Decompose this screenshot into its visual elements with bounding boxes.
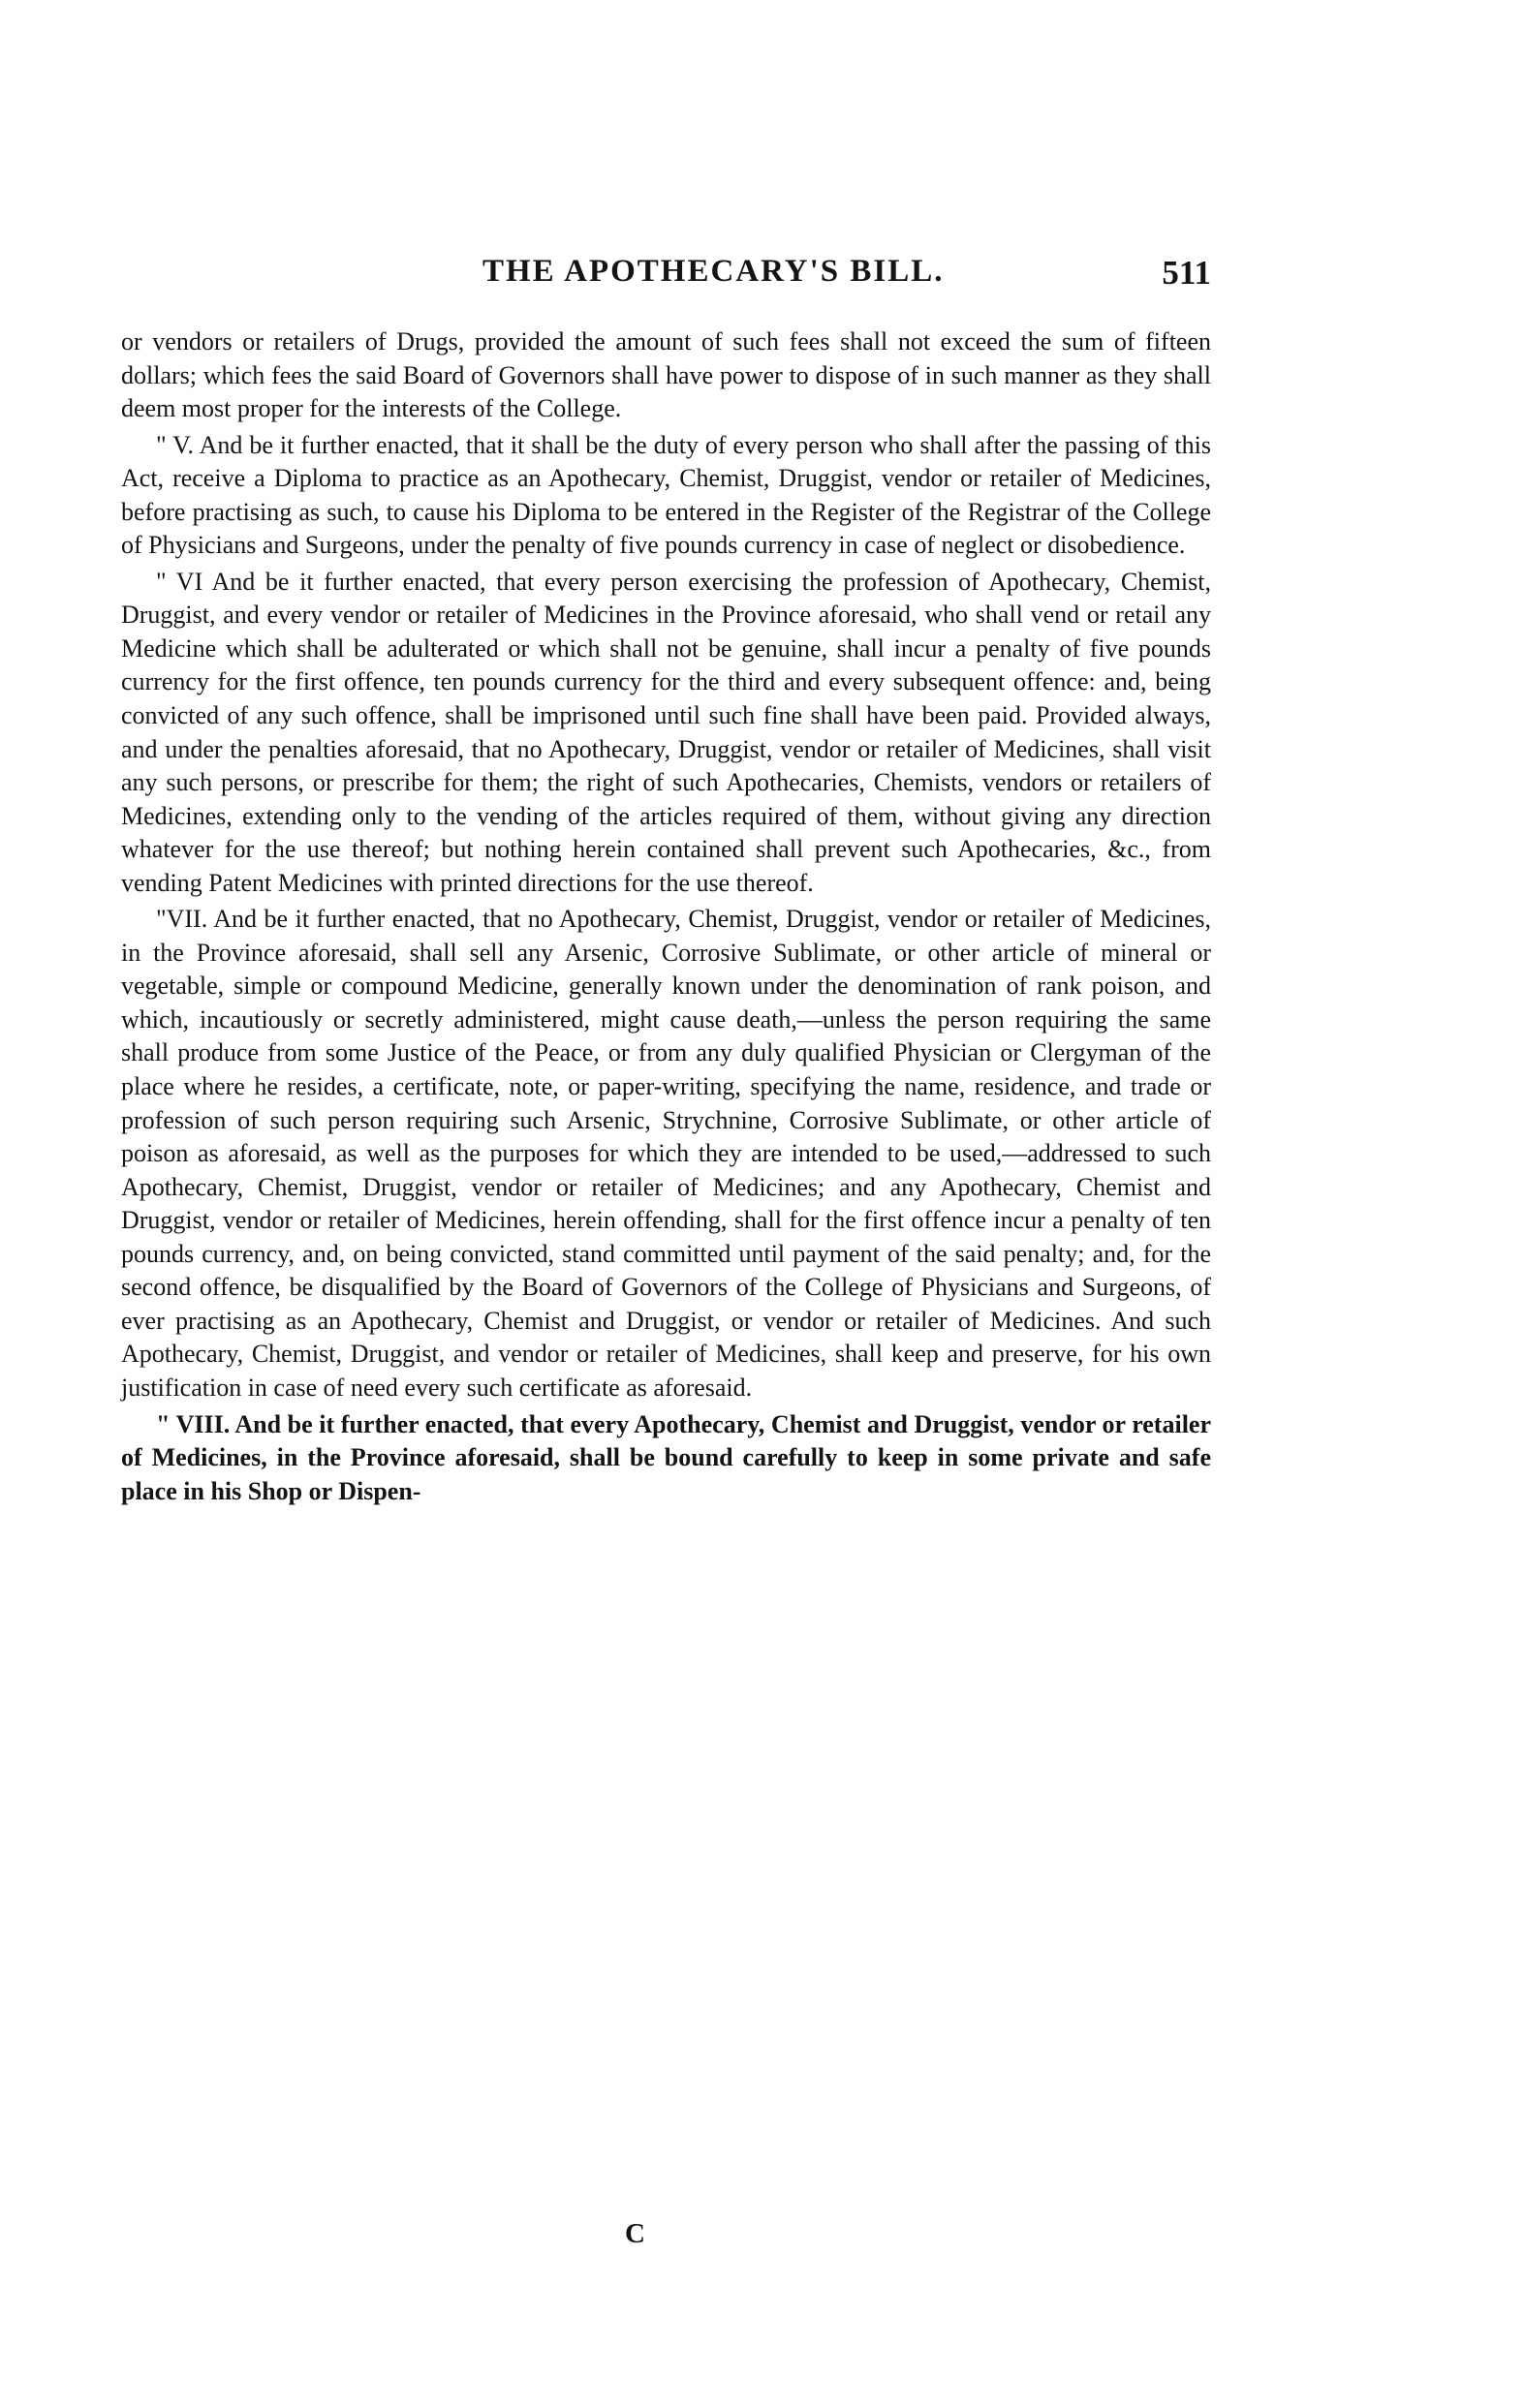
- paragraph-section-vii: "VII. And be it further enacted, that no Apothecary, Chemist, Druggist, vendor or retailer of Medicines, in the Province aforesaid, shall sell any Arsenic, Corrosive Sublimate, or other article of mineral or vegetable, simple or compound Medicine, generally known under the denomination of rank poison, and which, incautiously or secretly administered, might cause death,—unless the person requiring the same shall produce from some Justice of the Peace, or from any duly qualified Physician or Clergyman of the place where he resides, a certificate, note, or paper-writing, specifying the name, residence, and trade or profession of such person requiring such Arsenic, Strychnine, Corrosive Sublimate, or other article of poison as aforesaid, as well as the purposes for which they are intended to be used,—addressed to such Apothecary, Chemist, Druggist, vendor or retailer of Medicines; and any Apothecary, Chemist and Druggist, vendor or retailer of Medicines, herein offending, shall for the first offence incur a penalty of ten pounds currency, and, on being convicted, stand committed until payment of the said penalty; and, for the second offence, be disqualified by the Board of Governors of the College of Physicians and Surgeons, of ever practising as an Apothecary, Chemist and Druggist, or vendor or retailer of Medicines. And such Apothecary, Chemist, Druggist, and vendor or retailer of Medicines, shall keep and preserve, for his own justification in case of need every such certificate as aforesaid.: [121, 905, 1211, 1402]
- paragraph-section-v: " V. And be it further enacted, that it shall be the duty of every person who shall after the passing of this Act, receive a Diploma to practice as an Apothecary, Chemist, Druggist, vendor or retailer of Medicines, before practising as such, to cause his Diploma to be entered in the Register of the Registrar of the College of Physicians and Surgeons, under the penalty of five pounds currency in case of neglect or disobedience.: [121, 430, 1211, 560]
- body-text: [121, 325, 1211, 1511]
- running-head-title: THE APOTHECARY'S BILL.: [482, 254, 945, 289]
- page-number: 511: [1162, 254, 1211, 292]
- signature-mark: C: [625, 2218, 645, 2249]
- paragraph-continuation: or vendors or retailers of Drugs, provided the amount of such fees shall not exceed the sum of fifteen dollars; which fees the said Board of Governors shall have power to dispose of in such manner as they shall deem most proper for the interests of the College.: [121, 327, 1211, 423]
- paragraph-section-viii: " VIII. And be it further enacted, that every Apothecary, Chemist and Druggist, vendor or retailer of Medicines, in the Province aforesaid, shall be bound carefully to keep in some private and safe place in his Shop or Dispen-: [121, 1409, 1211, 1505]
- running-head: [121, 254, 1211, 304]
- paragraph-section-vi: " VI And be it further enacted, that every person exercising the profession of Apothecary, Chemist, Druggist, and every vendor or retailer of Medicines in the Province aforesaid, who shall vend or retail any Medicine which shall be adulterated or which shall not be genuine, shall incur a penalty of five pounds currency for the first offence, ten pounds currency for the third and every subsequent offence: and, being convicted of any such offence, shall be imprisoned until such fine shall have been paid. Provided always, and under the penalties aforesaid, that no Apothecary, Druggist, vendor or retailer of Medicines, shall visit any such persons, or prescribe for them; the right of such Apothecaries, Chemists, vendors or retailers of Medicines, extending only to the vending of the articles required of them, without giving any direction whatever for the use thereof; but nothing herein contained shall prevent such Apothecaries, &c., from vending Patent Medicines with printed directions for the use thereof.: [121, 567, 1211, 897]
